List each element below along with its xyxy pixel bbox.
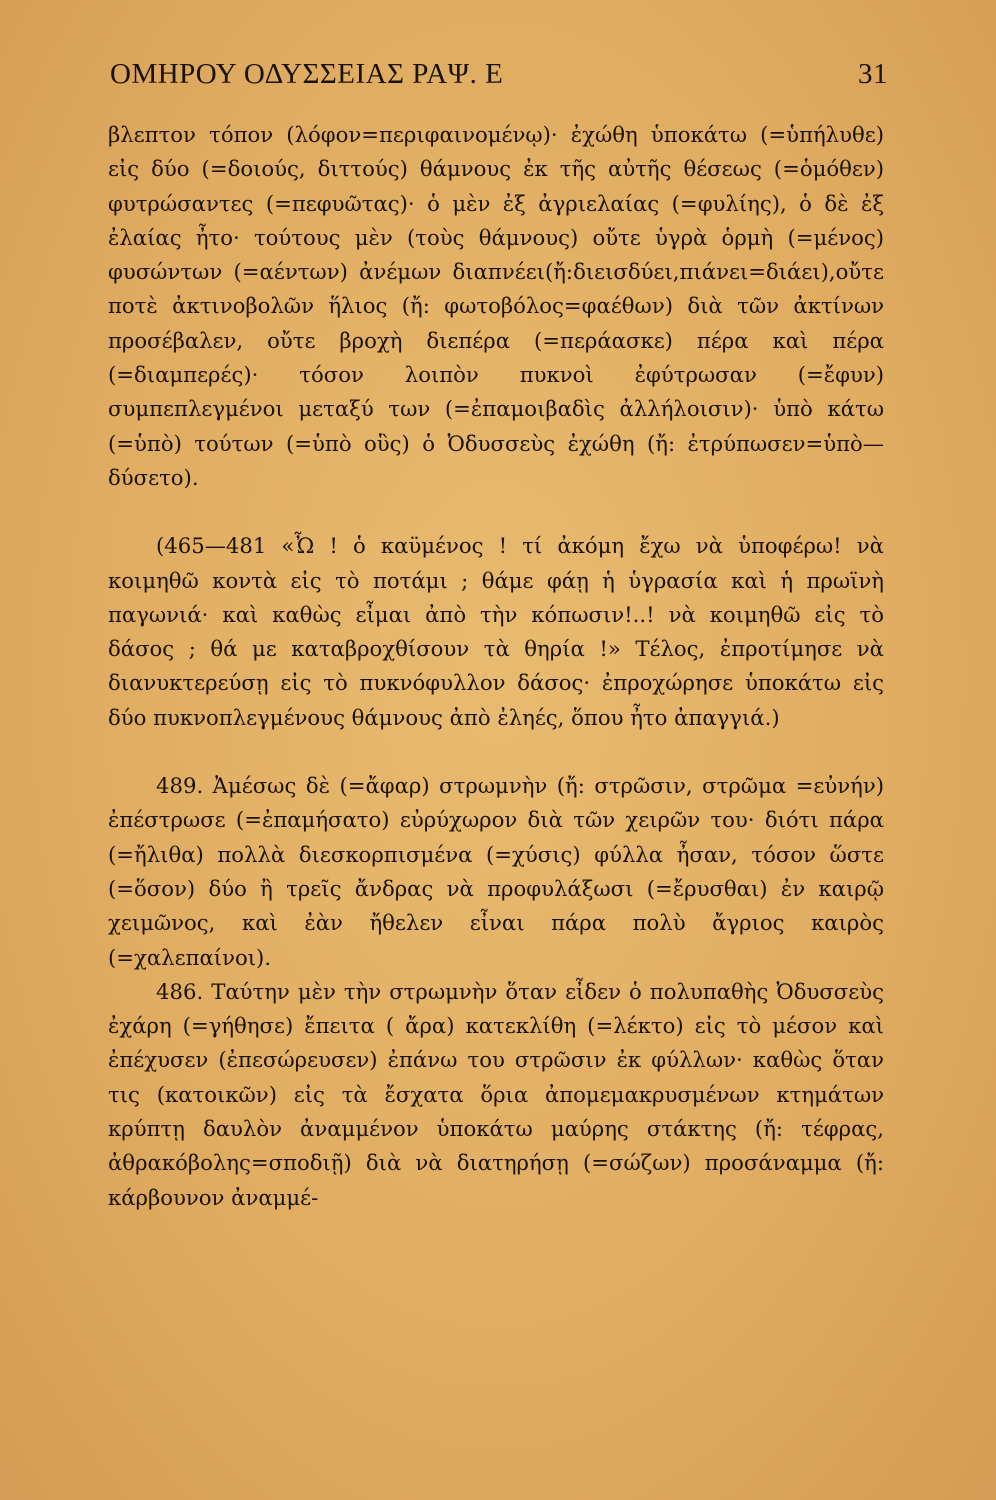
paragraph-1: βλεπτον τόπον (λόφον=περιφαινομένῳ)· ἐχώθη ὑποκάτω (=ὑπήλυθε) εἰς δύο (=δοιούς, διττούς) θάμνους ἐκ τῆς αὐτῆς θέσεως (=ὁμόθεν) φυτρώσαντες (=πεφυῶτας)· ὁ μὲν ἐξ ἀγριελαίας (=φυλίης), ὁ δὲ ἐξ ἐλαίας ἦτο· τούτους μὲν (τοὺς θάμνους) οὔτε ὑγρὰ ὁρμὴ (=μένος) φυσώντων (=αέντων) ἀνέμων διαπνέει(ἤ:διεισδύει,πιάνει=διάει),οὔτε ποτὲ ἀκτινοβολῶν ἥλιος (ἤ: φωτοβόλος=φαέθων) διὰ τῶν ἀκτίνων προσέβαλεν, οὔτε βροχὴ διεπέρα (=περάασκε) πέρα καὶ πέρα (=διαμπερές)· τόσον λοιπὸν πυκνοὶ ἐφύτρωσαν (=ἔφυν) συμπεπλεγμένοι μεταξύ των (=ἐπαμοιβαδὶς ἀλλήλοισιν)· ὑπὸ κάτω (=ὑπὸ) τούτων (=ὑπὸ οὓς) ὁ Ὀδυσσεὺς ἐχώθη (ἤ: ἐτρύπωσεν=ὑπὸ—δύσετο). — [108, 122, 884, 490]
paragraph-4: 486. Ταύτην μὲν τὴν στρωμνὴν ὅταν εἶδεν ὁ πολυπαθὴς Ὀδυσσεὺς ἐχάρη (=γήθησε) ἔπειτα ( ἄρα) κατεκλίθη (=λέκτο) εἰς τὸ μέσον καὶ ἐπέχυσεν (ἐπεσώρευσεν) ἐπάνω του στρῶσιν ἐκ φύλλων· καθὼς ὅταν τις (κατοικῶν) εἰς τὰ ἔσχατα ὅρια ἀπομεμακρυσμένων κτημάτων κρύπτῃ δαυλὸν ἀναμμένον ὑποκάτω μαύρης στάκτης (ἤ: τέφρας, ἀθρακόβολης=σποδιῇ) διὰ νὰ διατηρήσῃ (=σώζων) προσάναμμα (ἤ: κάρβουνον ἀναμμέ- — [108, 978, 884, 1210]
page-number: 31 — [858, 58, 888, 90]
running-header — [110, 58, 888, 91]
paragraph-3: 489. Ἀμέσως δὲ (=ἄφαρ) στρωμνὴν (ἤ: στρῶσιν, στρῶμα =εὐνήν) ἐπέστρωσε (=ἐπαμήσατο) εὐρύχωρον διὰ τῶν χειρῶν του· διότι πάρα (=ἤλιθα) πολλὰ διεσκορπισμένα (=χύσις) φύλλα ἦσαν, τόσον ὥστε (=ὅσον) δύο ἢ τρεῖς ἄνδρας νὰ προφυλάξωσι (=ἔρυσθαι) ἐν καιρῷ χειμῶνος, καὶ ἐὰν ἤθελεν εἶναι πάρα πολὺ ἄγριος καιρὸς (=χαλεπαίνοι). — [108, 773, 884, 970]
paragraph-2: (465—481 «Ὦ ! ὁ καϋμένος ! τί ἀκόμη ἔχω νὰ ὑποφέρω! νὰ κοιμηθῶ κοντὰ εἰς τὸ ποτάμι ; θάμε φάῃ ἡ ὑγρασία καὶ ἡ πρωϊνὴ παγωνιά· καὶ καθὼς εἶμαι ἀπὸ τὴν κόπωσιν!..! νὰ κοιμηθῶ εἰς τὸ δάσος ; θά με καταβροχθίσουν τὰ θηρία !» Τέλος, ἐπροτίμησε νὰ διανυκτερεύσῃ εἰς τὸ πυκνόφυλλον δάσος· ἐπροχώρησε ὑποκάτω εἰς δύο πυκνοπλεγμένους θάμνους ἀπὸ ἐληές, ὅπου ἦτο ἀπαγγιά.) — [108, 533, 884, 730]
running-title: ΟΜΗΡΟΥ ΟΔΥΣΣΕΙΑΣ ΡΑΨ. Ε — [110, 58, 504, 90]
body-text — [108, 118, 884, 1215]
